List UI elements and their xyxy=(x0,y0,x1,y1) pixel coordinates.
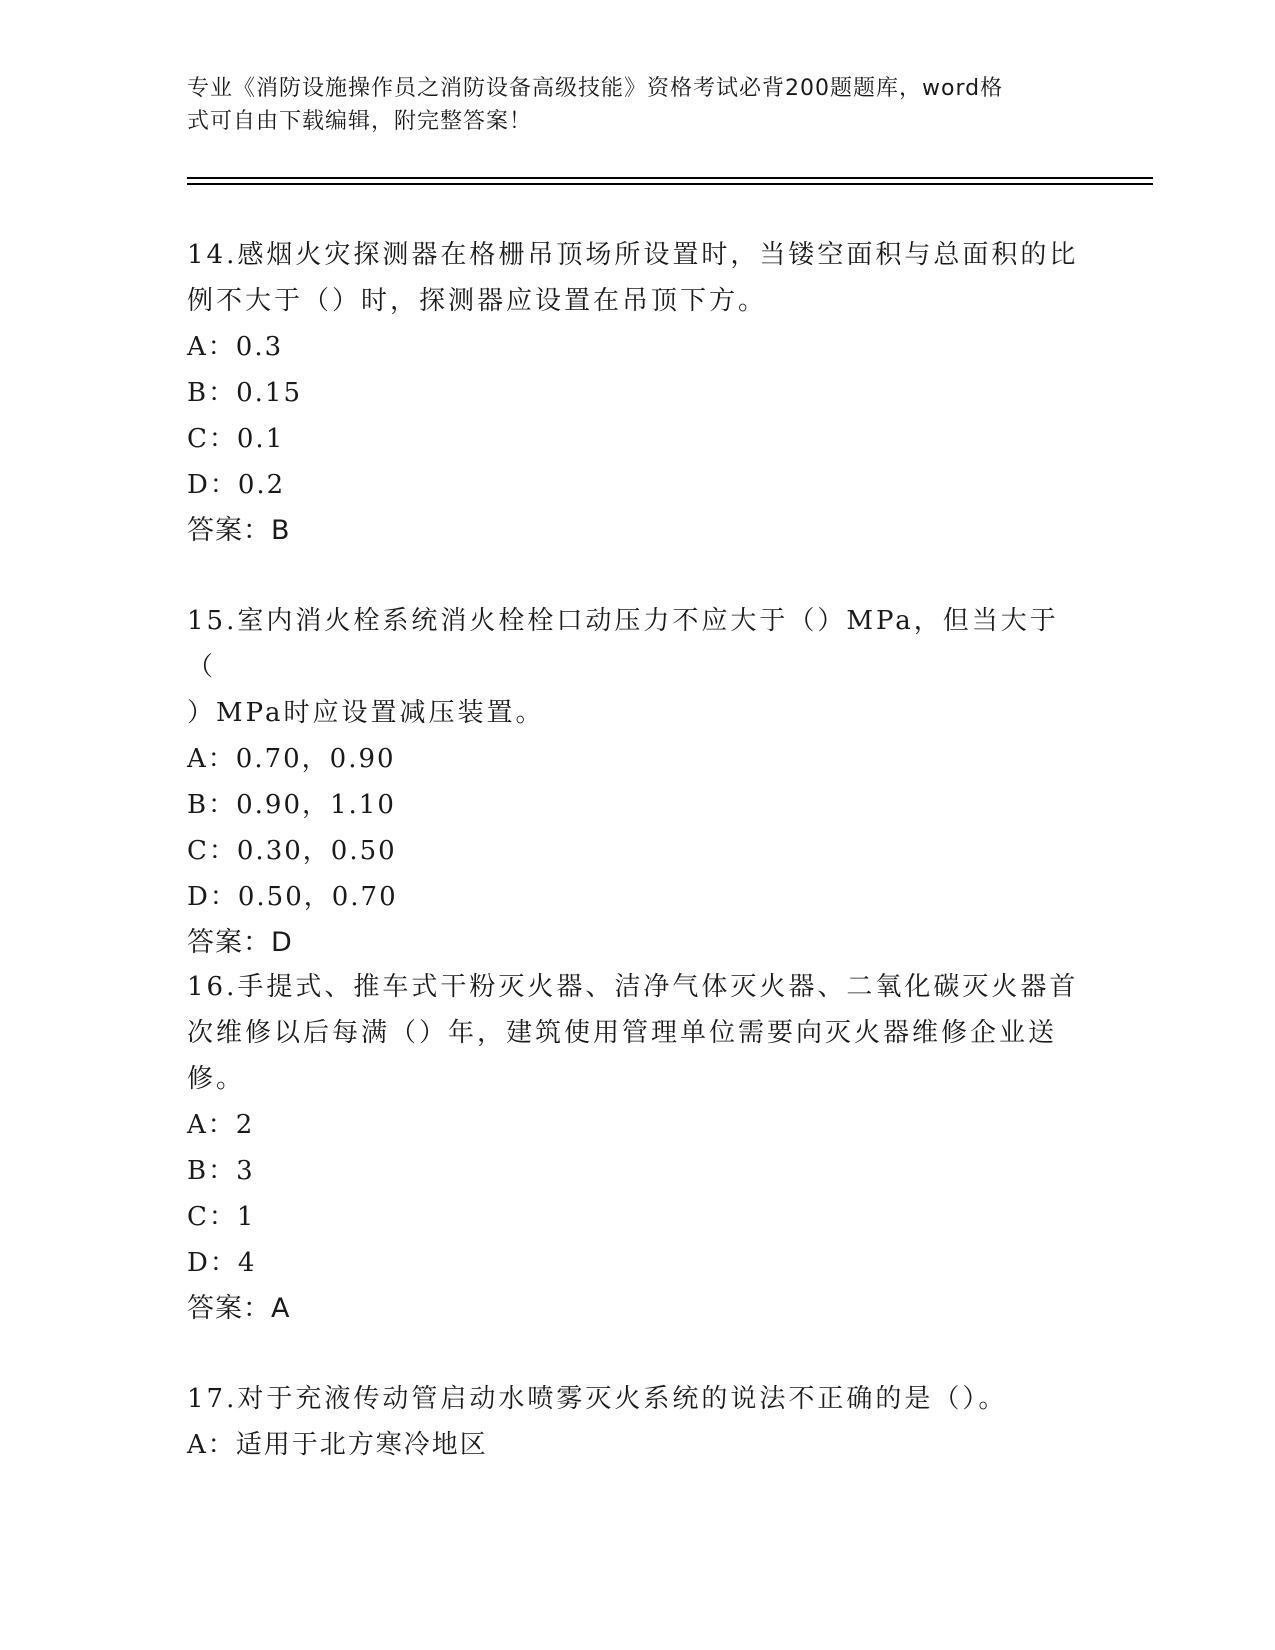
option-b: B：0.15 xyxy=(187,378,302,408)
answer-label: 答案：A xyxy=(187,1293,291,1324)
option-a: A：0.3 xyxy=(187,332,284,362)
question-text-line: ）MPa时应设置减压装置。 xyxy=(187,698,545,728)
header-line-1: 专业《消防设施操作员之消防设备高级技能》资格考试必背200题题库，word格 xyxy=(187,76,1004,101)
option-c: C：1 xyxy=(187,1202,256,1232)
option-b: B：3 xyxy=(187,1156,255,1186)
header-divider-top xyxy=(187,177,1153,179)
question-16 xyxy=(187,964,1087,1332)
option-c: C：0.30，0.50 xyxy=(187,836,397,866)
question-text-line: 修。 xyxy=(187,1064,246,1094)
question-15 xyxy=(187,598,1087,966)
question-17 xyxy=(187,1376,1087,1468)
question-text-line: 17.对于充液传动管启动水喷雾灭火系统的说法不正确的是（）。 xyxy=(187,1384,1008,1414)
header-line-2: 式可自由下载编辑，附完整答案！ xyxy=(187,109,533,134)
option-d: D：0.50，0.70 xyxy=(187,882,398,912)
question-text-line: 14.感烟火灾探测器在格栅吊顶场所设置时，当镂空面积与总面积的比 xyxy=(187,240,1079,270)
option-a: A：2 xyxy=(187,1110,255,1140)
option-d: D：4 xyxy=(187,1248,257,1278)
question-14 xyxy=(187,232,1087,554)
question-text-line: 次维修以后每满（）年，建筑使用管理单位需要向灭火器维修企业送 xyxy=(187,1018,1058,1048)
option-a: A：0.70，0.90 xyxy=(187,744,396,774)
answer-label: 答案：D xyxy=(187,927,293,958)
question-text-line: 例不大于（）时，探测器应设置在吊顶下方。 xyxy=(187,286,768,316)
document-header xyxy=(187,72,1067,138)
option-d: D：0.2 xyxy=(187,470,286,500)
option-c: C：0.1 xyxy=(187,424,285,454)
header-divider-bottom xyxy=(187,183,1153,185)
question-text-line: 16.手提式、推车式干粉灭火器、洁净气体灭火器、二氧化碳灭火器首 xyxy=(187,972,1079,1002)
option-b: B：0.90，1.10 xyxy=(187,790,396,820)
question-text-line: 15.室内消火栓系统消火栓栓口动压力不应大于（）MPa，但当大于（ xyxy=(187,606,1059,682)
answer-label: 答案：B xyxy=(187,515,291,546)
option-a: A：适用于北方寒冷地区 xyxy=(187,1430,488,1460)
